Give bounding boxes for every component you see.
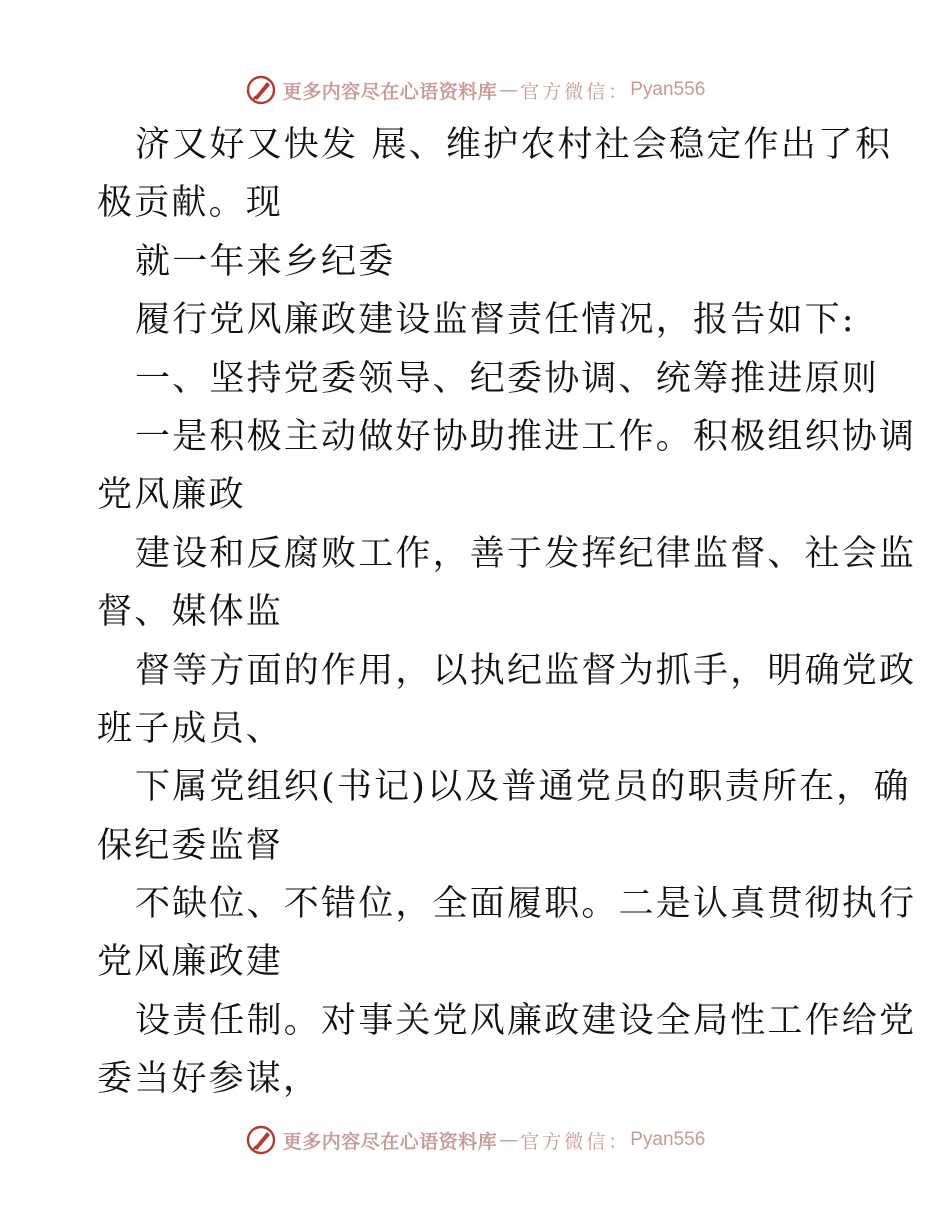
text-line: 委当好参谋， [97, 1059, 321, 1100]
text-line: 班子成员、 [97, 708, 284, 749]
text-line: 建设和反腐败工作，善于发挥纪律监督、社会监 [135, 533, 917, 574]
watermark-brand: 更多内容尽在心语资料库 [282, 80, 498, 103]
text-line: 一、坚持党委领导、纪委协调、统筹推进原则 [135, 358, 880, 399]
watermark-id: Pyan556 [630, 79, 706, 100]
text-line: 党风廉政建 [97, 942, 284, 983]
text-line: 保纪委监督 [97, 825, 284, 866]
watermark-brand: 更多内容尽在心语资料库 [282, 1130, 498, 1153]
text-line: 下属党组织(书记)以及普通党员的职责所在，确 [135, 767, 911, 808]
watermark-dash: — [499, 1129, 519, 1151]
watermark-official: 官方微信： [520, 1130, 631, 1153]
text-line: 设责任制。对事关党风廉政建设全局性工作给党 [135, 1000, 917, 1041]
text-line: 就一年来乡纪委 [135, 241, 396, 282]
watermark-id: Pyan556 [630, 1129, 706, 1150]
text-line: 督等方面的作用，以执纪监督为抓手，明确党政 [135, 650, 917, 691]
quill-logo-icon [245, 74, 277, 106]
text-line: 极贡献。现 [97, 183, 284, 224]
text-line: 一是积极主动做好协助推进工作。积极组织协调 [135, 416, 917, 457]
text-line: 履行党风廉政建设监督责任情况，报告如下: [135, 300, 856, 341]
watermark-dash: — [499, 79, 519, 101]
watermark-official: 官方微信： [520, 80, 631, 103]
document-body [97, 116, 917, 1109]
text-line: 不缺位、不错位，全面履职。二是认真贯彻执行 [135, 884, 917, 925]
watermark-footer [0, 1120, 950, 1160]
text-line: 督、媒体监 [97, 592, 284, 633]
quill-logo-icon [245, 1124, 277, 1156]
text-line: 党风廉政 [97, 475, 246, 516]
watermark-header [0, 70, 950, 110]
text-line: 济又好又快发 展、维护农村社会稳定作出了积 [135, 125, 893, 165]
